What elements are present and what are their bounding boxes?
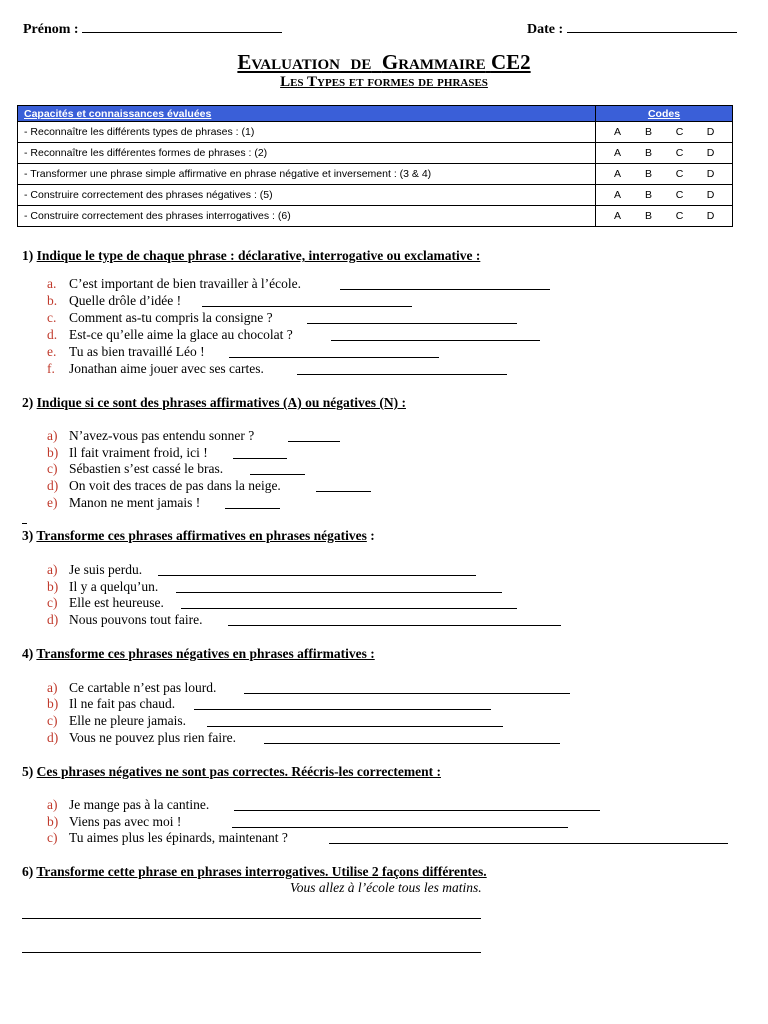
- item-text: Manon ne ment jamais !: [69, 495, 201, 510]
- capacity-row: [18, 143, 733, 164]
- list-item: [47, 680, 216, 696]
- item-letter: a): [47, 428, 58, 443]
- item-text: Sébastien s’est cassé le bras.: [69, 461, 224, 476]
- exercise-number: 1): [22, 248, 34, 263]
- item-letter: b): [47, 445, 59, 460]
- list-item: [47, 478, 281, 494]
- code-d[interactable]: D: [706, 168, 715, 180]
- code-c[interactable]: C: [675, 168, 684, 180]
- list-item: [47, 344, 205, 360]
- list-item: [47, 428, 254, 444]
- answer-line[interactable]: [250, 474, 305, 475]
- item-text: N’avez-vous pas entendu sonner ?: [69, 428, 255, 443]
- capacity-row: [18, 164, 733, 185]
- title-word-evaluation: Evaluation: [237, 50, 341, 74]
- list-item: [47, 562, 142, 578]
- code-a[interactable]: A: [613, 126, 621, 138]
- item-text: Vous ne pouvez plus rien faire.: [69, 730, 236, 745]
- item-letter: b): [47, 696, 59, 711]
- item-text: Quelle drôle d’idée !: [69, 293, 182, 308]
- item-letter: e): [47, 495, 58, 510]
- item-letter: c): [47, 830, 58, 845]
- capacity-text: - Transformer une phrase simple affirmative en phrase négative et inversement : (3 & 4): [18, 164, 596, 185]
- answer-line[interactable]: [22, 952, 481, 953]
- capacities-header-label: Capacités et connaissances évaluées: [24, 107, 212, 120]
- capacity-text: - Reconnaître les différents types de phrases : (1): [18, 122, 596, 143]
- answer-line[interactable]: [225, 508, 280, 509]
- date-blank[interactable]: [567, 22, 737, 33]
- code-b[interactable]: B: [644, 147, 652, 159]
- list-item: [47, 327, 293, 343]
- codes-header-label: Codes: [647, 107, 681, 120]
- answer-line[interactable]: [207, 726, 503, 727]
- exercise-number: 4): [22, 646, 34, 661]
- list-item: [47, 696, 175, 712]
- answer-line[interactable]: [158, 575, 476, 576]
- code-b[interactable]: B: [644, 210, 652, 222]
- exercise-number: 2): [22, 395, 34, 410]
- list-item: [47, 814, 181, 830]
- list-item: [47, 445, 208, 461]
- item-letter: a): [47, 680, 58, 695]
- codes-header-cell: [596, 106, 733, 122]
- exercise-instruction: Transforme ces phrases négatives en phrases affirmatives :: [36, 646, 375, 661]
- exercise-instruction: Indique le type de chaque phrase : déclarative, interrogative ou exclamative :: [36, 248, 481, 263]
- list-item: [47, 276, 301, 292]
- exercise-1-heading: [22, 248, 480, 264]
- answer-line[interactable]: [329, 843, 728, 844]
- capacity-text: - Reconnaître les différentes formes de phrases : (2): [18, 143, 596, 164]
- answer-line[interactable]: [307, 323, 517, 324]
- capacity-text: - Construire correctement des phrases négatives : (5): [18, 185, 596, 206]
- item-letter: a): [47, 797, 58, 812]
- source-sentence: Vous allez à l’école tous les matins.: [290, 880, 482, 895]
- code-a[interactable]: A: [613, 168, 621, 180]
- exercise-instruction: Ces phrases négatives ne sont pas correctes. Réécris-les correctement :: [36, 764, 441, 779]
- item-text: Elle est heureuse.: [69, 595, 164, 610]
- list-item: [47, 579, 158, 595]
- exercise-instruction: Indique si ce sont des phrases affirmatives (A) ou négatives (N) :: [36, 395, 406, 410]
- prenom-field[interactable]: [23, 22, 282, 38]
- item-text: Ce cartable n’est pas lourd.: [69, 680, 217, 695]
- item-letter: c): [47, 461, 58, 476]
- answer-line[interactable]: [233, 458, 287, 459]
- list-item: [47, 293, 181, 309]
- item-text: Je suis perdu.: [69, 562, 143, 577]
- capacities-header-cell: [18, 106, 596, 122]
- list-item: [47, 595, 164, 611]
- code-c[interactable]: C: [675, 126, 684, 138]
- exercise-4-heading: [22, 646, 375, 662]
- capacity-row: [18, 185, 733, 206]
- list-item: [47, 713, 186, 729]
- item-text: Il y a quelqu’un.: [69, 579, 159, 594]
- item-text: Il fait vraiment froid, ici !: [69, 445, 208, 460]
- code-c[interactable]: C: [675, 189, 684, 201]
- list-item: [47, 495, 200, 511]
- exercise-number: 5): [22, 764, 34, 779]
- exercise-5-heading: [22, 764, 441, 780]
- code-a[interactable]: A: [613, 147, 621, 159]
- answer-line[interactable]: [176, 592, 502, 593]
- answer-line[interactable]: [181, 608, 517, 609]
- capacity-codes: [596, 164, 733, 185]
- code-b[interactable]: B: [644, 126, 652, 138]
- capacity-codes: [596, 143, 733, 164]
- stray-mark: [22, 523, 27, 524]
- item-letter: c.: [47, 310, 57, 325]
- answer-line[interactable]: [297, 374, 507, 375]
- item-letter: d): [47, 478, 59, 493]
- capacity-codes: [596, 185, 733, 206]
- capacity-codes: [596, 206, 733, 227]
- item-text: Tu as bien travaillé Léo !: [69, 344, 205, 359]
- answer-line[interactable]: [232, 827, 568, 828]
- answer-line[interactable]: [234, 810, 600, 811]
- page-subtitle: Les Types et formes de phrases: [280, 74, 488, 90]
- capacity-codes: [596, 122, 733, 143]
- code-d[interactable]: D: [706, 147, 715, 159]
- capacity-row: [18, 206, 733, 227]
- list-item: [47, 361, 264, 377]
- answer-line[interactable]: [331, 340, 540, 341]
- code-d[interactable]: D: [706, 210, 715, 222]
- answer-line[interactable]: [202, 306, 412, 307]
- item-letter: d): [47, 730, 59, 745]
- capacities-table: [17, 105, 733, 227]
- code-a[interactable]: A: [613, 210, 621, 222]
- exercise-number: 3): [22, 528, 34, 543]
- answer-line[interactable]: [264, 743, 560, 744]
- title-level: CE2: [490, 50, 531, 74]
- capacity-text: - Construire correctement des phrases interrogatives : (6): [18, 206, 596, 227]
- item-letter: a): [47, 562, 58, 577]
- answer-line[interactable]: [288, 441, 340, 442]
- item-text: Il ne fait pas chaud.: [69, 696, 176, 711]
- exercise-instruction: Transforme cette phrase en phrases interrogatives. Utilise 2 façons différentes.: [36, 864, 487, 879]
- exercise-instruction: Transforme ces phrases affirmatives en phrases négatives: [36, 528, 367, 543]
- capacities-header-row: [18, 106, 733, 122]
- answer-line[interactable]: [229, 357, 439, 358]
- code-d[interactable]: D: [706, 189, 715, 201]
- item-text: On voit des traces de pas dans la neige.: [69, 478, 281, 493]
- prenom-label: Prénom :: [23, 22, 79, 37]
- item-text: Comment as-tu compris la consigne ?: [69, 310, 273, 325]
- list-item: [47, 310, 273, 326]
- exercise-2-heading: [22, 395, 406, 411]
- answer-line[interactable]: [244, 693, 570, 694]
- code-a[interactable]: A: [613, 189, 621, 201]
- list-item: [47, 730, 236, 746]
- item-letter: b.: [47, 293, 58, 308]
- exercise-number: 6): [22, 864, 34, 879]
- code-b[interactable]: B: [644, 189, 652, 201]
- item-text: C’est important de bien travailler à l’école.: [69, 276, 302, 291]
- item-letter: b): [47, 579, 59, 594]
- code-b[interactable]: B: [644, 168, 652, 180]
- title-word-de: de: [350, 50, 372, 74]
- code-c[interactable]: C: [675, 147, 684, 159]
- item-text: Tu aimes plus les épinards, maintenant ?: [69, 830, 288, 845]
- list-item: [47, 830, 288, 846]
- list-item: [47, 797, 209, 813]
- list-item: [47, 612, 202, 628]
- title-word-grammaire: Grammaire: [381, 50, 486, 74]
- item-letter: f.: [47, 361, 55, 376]
- capacity-row: [18, 122, 733, 143]
- answer-line[interactable]: [316, 491, 371, 492]
- exercise-suffix: :: [366, 528, 375, 543]
- list-item: [47, 461, 223, 477]
- item-letter: e.: [47, 344, 57, 359]
- item-text: Elle ne pleure jamais.: [69, 713, 186, 728]
- answer-line[interactable]: [228, 625, 561, 626]
- item-letter: c): [47, 713, 58, 728]
- item-text: Viens pas avec moi !: [69, 814, 182, 829]
- item-letter: a.: [47, 276, 57, 291]
- date-field[interactable]: [527, 22, 737, 38]
- code-d[interactable]: D: [706, 126, 715, 138]
- exercise-3-heading: [22, 528, 375, 544]
- prenom-blank[interactable]: [82, 22, 282, 33]
- answer-line[interactable]: [194, 709, 491, 710]
- page-title: [0, 50, 768, 75]
- item-letter: d): [47, 612, 59, 627]
- item-text: Nous pouvons tout faire.: [69, 612, 203, 627]
- date-label: Date :: [527, 22, 564, 37]
- exercise-6-heading: [22, 864, 487, 880]
- item-text: Jonathan aime jouer avec ses cartes.: [69, 361, 264, 376]
- item-letter: b): [47, 814, 59, 829]
- answer-line[interactable]: [22, 918, 481, 919]
- answer-line[interactable]: [340, 289, 550, 290]
- item-text: Je mange pas à la cantine.: [69, 797, 210, 812]
- item-letter: d.: [47, 327, 58, 342]
- item-letter: c): [47, 595, 58, 610]
- code-c[interactable]: C: [675, 210, 684, 222]
- item-text: Est-ce qu’elle aime la glace au chocolat ?: [69, 327, 293, 342]
